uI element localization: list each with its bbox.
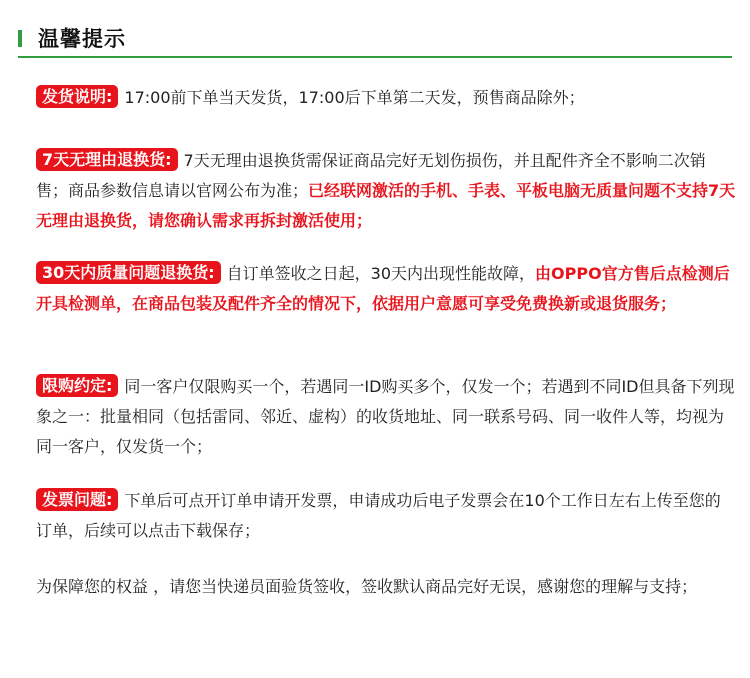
- return-policy-7day: [36, 146, 736, 236]
- footer-text: 为保障您的权益 ，请您当快递员面验货签收，签收默认商品完好无误，感谢您的理解与支持；: [36, 577, 698, 596]
- header-divider: [18, 56, 732, 58]
- shipping-badge: 发货说明:: [36, 85, 118, 108]
- return-7day-badge: 7天无理由退换货:: [36, 148, 178, 171]
- quality-30day-warning: 由OPPO官方售后点检测后开具检测单，在商品包装及配件齐全的情况下，依据用户意愿可享受免费换新或退货服务；: [36, 264, 730, 313]
- purchase-limit: [36, 372, 736, 462]
- footer-note: [36, 572, 736, 602]
- quality-return-30day: [36, 259, 736, 319]
- shipping-info: [36, 83, 736, 113]
- invoice-text: 下单后可点开订单申请开发票，申请成功后电子发票会在10个工作日左右上传至您的订单，后续可以点击下载保存；: [36, 491, 721, 540]
- invoice-badge: 发票问题:: [36, 488, 118, 511]
- invoice-info: [36, 486, 736, 546]
- quality-30day-badge: 30天内质量问题退换货:: [36, 261, 221, 284]
- quality-30day-text: 自订单签收之日起，30天内出现性能故障，: [226, 264, 536, 283]
- return-7day-text: 7天无理由退换货需保证商品完好无划伤损伤，并且配件齐全不影响二次销售；商品参数信息请以官网公布为准；: [36, 151, 706, 200]
- page-title: 温馨提示: [38, 27, 126, 51]
- section-header: [18, 24, 732, 58]
- return-7day-warning: 已经联网激活的手机、手表、平板电脑无质量问题不支持7天无理由退换货，请您确认需求再拆封激活使用；: [36, 181, 736, 230]
- purchase-limit-text: 同一客户仅限购买一个，若遇同一ID购买多个，仅发一个；若遇到不同ID但具备下列现象之一：批量相同（包括雷同、邻近、虚构）的收货地址、同一联系号码、同一收件人等，均视为同一客户，仅发货一个；: [36, 377, 735, 456]
- header-accent-bar: [18, 30, 22, 47]
- shipping-text: 17:00前下单当天发货，17:00后下单第二天发，预售商品除外；: [124, 88, 585, 107]
- purchase-limit-badge: 限购约定:: [36, 374, 118, 397]
